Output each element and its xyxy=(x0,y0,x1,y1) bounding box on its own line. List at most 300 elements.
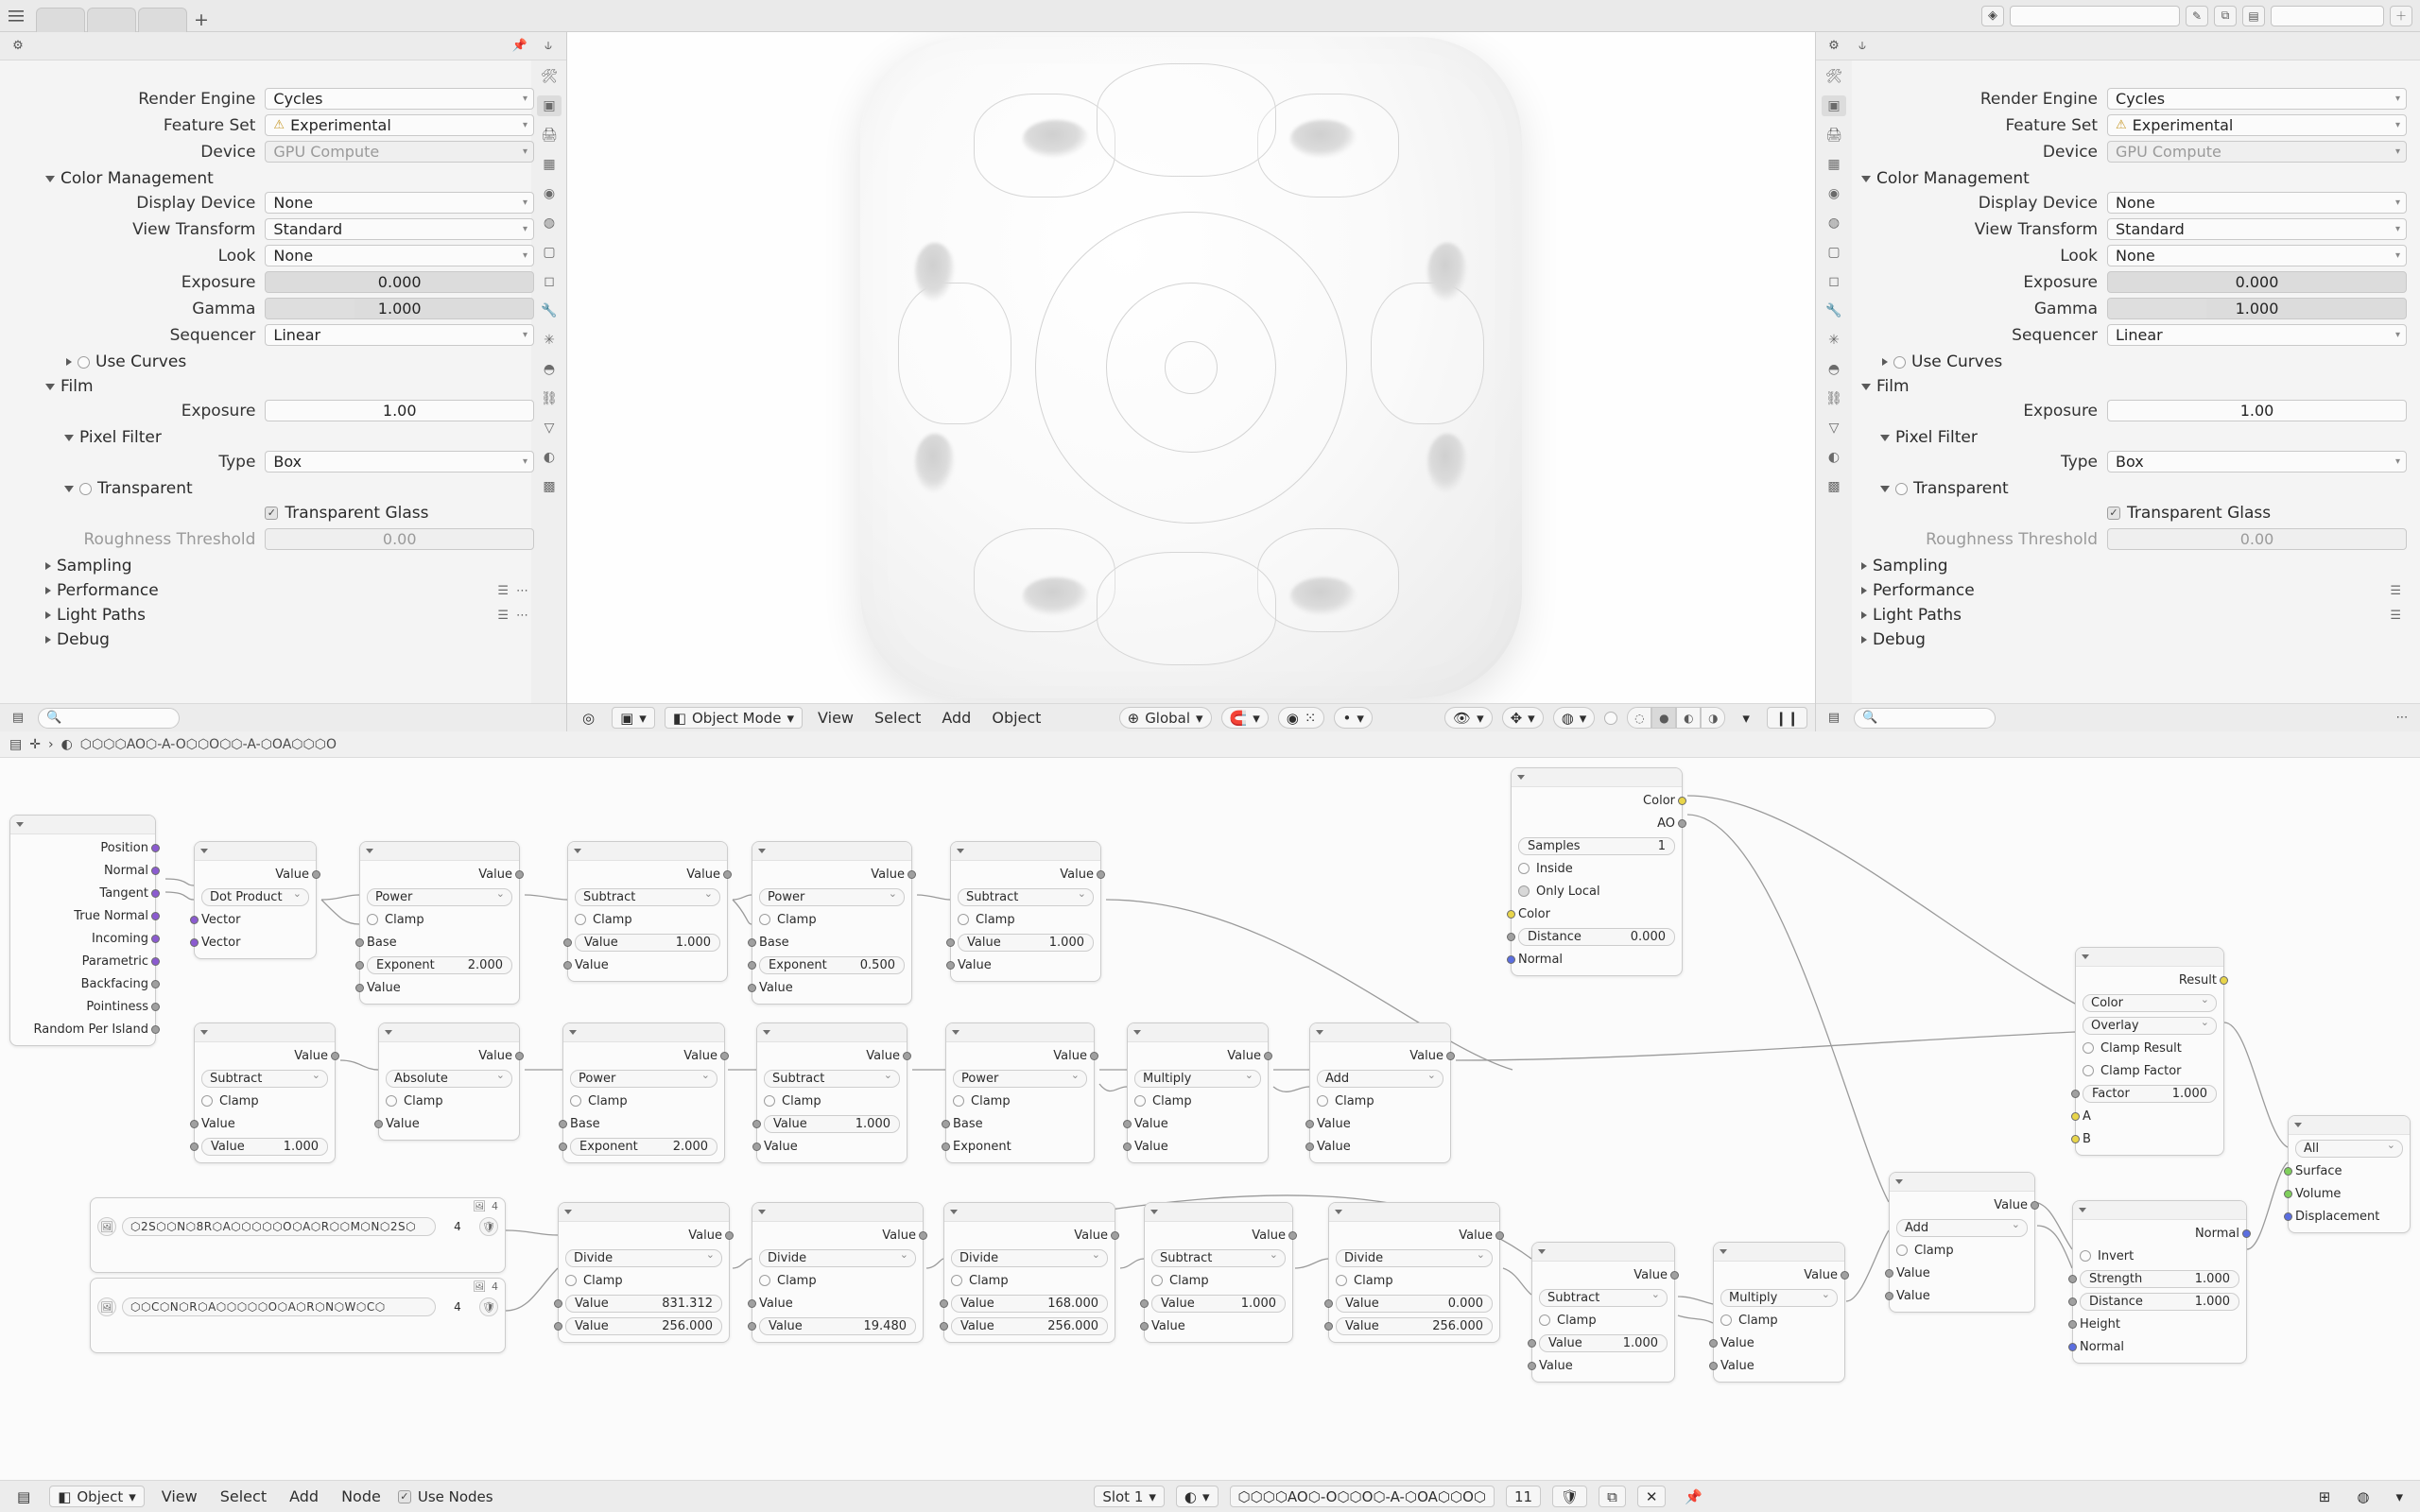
node-header[interactable] xyxy=(1329,1203,1499,1222)
operation-menu[interactable] xyxy=(1151,1248,1286,1267)
input-value-1[interactable] xyxy=(1720,1333,1838,1352)
value-field[interactable] xyxy=(201,1137,328,1156)
output-socket[interactable] xyxy=(151,1025,160,1034)
output-value-row[interactable] xyxy=(201,865,309,884)
search-input[interactable] xyxy=(1854,708,1996,729)
node-math-multiply-1[interactable] xyxy=(1127,1022,1269,1163)
editor-type-icon[interactable]: ▤ xyxy=(1827,711,1841,725)
editor-type-icon[interactable]: ▤ xyxy=(11,711,25,725)
tab-render-icon[interactable]: ▣ xyxy=(537,95,562,116)
input-value[interactable] xyxy=(759,978,905,997)
input-socket[interactable] xyxy=(563,938,572,947)
clamp-check[interactable] xyxy=(1720,1311,1838,1330)
input-value-1[interactable] xyxy=(1317,1114,1443,1133)
output-socket[interactable] xyxy=(1111,1231,1119,1240)
proportional-edit-toggle[interactable] xyxy=(1278,707,1325,729)
output-socket[interactable] xyxy=(515,870,524,879)
strength-field[interactable] xyxy=(2080,1269,2239,1288)
node-header[interactable] xyxy=(2076,948,2223,967)
operation-menu[interactable] xyxy=(958,887,1094,906)
output-value-row[interactable] xyxy=(1317,1046,1443,1065)
exposure-slider[interactable] xyxy=(265,271,534,293)
render-engine-field[interactable] xyxy=(265,88,534,110)
tab-material-icon[interactable]: ◐ xyxy=(543,450,556,465)
output-socket[interactable] xyxy=(2242,1229,2251,1238)
output-socket[interactable] xyxy=(1678,819,1686,828)
input-socket[interactable] xyxy=(190,916,199,924)
input-socket[interactable] xyxy=(748,984,756,992)
gizmo-toggle[interactable] xyxy=(1502,707,1544,729)
input-socket[interactable] xyxy=(942,1120,950,1128)
node-math-divide-1[interactable] xyxy=(558,1202,730,1343)
output-socket[interactable] xyxy=(151,935,160,943)
operation-menu[interactable] xyxy=(1539,1288,1668,1307)
input-height[interactable] xyxy=(2080,1314,2239,1333)
clamp-check[interactable] xyxy=(958,910,1094,929)
gamma-slider[interactable] xyxy=(2107,298,2407,319)
shading-wireframe-icon[interactable]: ◌ xyxy=(1627,707,1651,729)
input-socket[interactable] xyxy=(554,1322,562,1331)
operation-menu[interactable] xyxy=(201,1069,328,1088)
debug-section[interactable] xyxy=(1852,627,2407,652)
filter-icon[interactable]: ⫝ xyxy=(544,39,552,53)
overlays-toggle[interactable] xyxy=(1553,707,1596,729)
output-socket[interactable] xyxy=(725,1231,734,1240)
pause-render-button[interactable]: ❙❙ xyxy=(1767,707,1807,729)
exponent-field[interactable] xyxy=(570,1137,717,1156)
input-socket[interactable] xyxy=(748,938,756,947)
pixel-filter-type-field[interactable] xyxy=(2107,451,2407,472)
editor-type-icon[interactable]: ⚙ xyxy=(12,39,24,53)
node-math-power-1[interactable] xyxy=(359,841,520,1005)
value-field-1[interactable] xyxy=(951,1294,1108,1313)
performance-section[interactable] xyxy=(36,578,534,603)
input-socket[interactable] xyxy=(1709,1339,1718,1348)
output-value-row[interactable] xyxy=(201,1046,328,1065)
output-result[interactable] xyxy=(2083,971,2217,989)
output-value-row[interactable] xyxy=(1896,1195,2028,1214)
node-header[interactable] xyxy=(946,1023,1094,1042)
image-name-field[interactable]: ⬡2S⬡⬡N⬡8R⬡A⬡⬡⬡⬡⬡O⬡A⬡R⬡⬡M⬡N⬡2S⬡ xyxy=(122,1217,436,1236)
menu-select[interactable]: Select xyxy=(874,709,922,727)
input-socket[interactable] xyxy=(554,1299,562,1308)
input-socket[interactable] xyxy=(1885,1292,1893,1300)
input-socket[interactable] xyxy=(1305,1120,1314,1128)
browse-image-icon[interactable]: 🖼 xyxy=(97,1297,116,1316)
snap-icon[interactable]: ⊞ xyxy=(2318,1487,2331,1505)
tab-world-icon[interactable]: ◍ xyxy=(543,215,556,231)
node-header[interactable] xyxy=(944,1203,1115,1222)
value-field[interactable] xyxy=(1151,1294,1286,1313)
input-socket[interactable] xyxy=(2284,1190,2292,1198)
output-normal[interactable] xyxy=(2080,1224,2239,1243)
node-ambient-occlusion[interactable] xyxy=(1511,767,1683,976)
output-socket[interactable] xyxy=(1446,1052,1455,1060)
output-value-row[interactable] xyxy=(759,1226,916,1245)
input-socket[interactable] xyxy=(2068,1320,2077,1329)
exponent-field[interactable] xyxy=(759,955,905,974)
tab-physics-icon[interactable]: ◓ xyxy=(543,362,556,377)
input-color[interactable] xyxy=(1518,904,1675,923)
viewport-canvas[interactable] xyxy=(567,32,1815,731)
tab-object-icon[interactable]: ◻ xyxy=(1828,274,1840,289)
use-curves-checkbox[interactable] xyxy=(1893,356,1906,369)
tab-collection-icon[interactable]: ▢ xyxy=(1827,245,1841,260)
node-math-add-1[interactable] xyxy=(1309,1022,1451,1163)
view-transform-field[interactable] xyxy=(265,218,534,240)
snap-toggle[interactable] xyxy=(1221,707,1269,729)
tab-data-icon[interactable]: ▽ xyxy=(1828,421,1840,436)
input-value[interactable] xyxy=(764,1137,900,1156)
node-header[interactable] xyxy=(379,1023,519,1042)
tab-tool-icon[interactable]: 🛠 xyxy=(541,69,558,84)
input-socket[interactable] xyxy=(190,938,199,947)
node-vector-math-dot-product[interactable] xyxy=(194,841,317,959)
film-section[interactable] xyxy=(36,374,534,399)
output-socket[interactable] xyxy=(2220,976,2228,985)
target-menu[interactable] xyxy=(2295,1139,2403,1158)
output-value-row[interactable] xyxy=(1720,1265,1838,1284)
input-socket[interactable] xyxy=(1507,933,1515,941)
output-socket[interactable] xyxy=(151,1003,160,1011)
node-material-output[interactable] xyxy=(2288,1115,2411,1233)
3d-viewport[interactable] xyxy=(567,32,1815,731)
output-socket[interactable] xyxy=(312,870,320,879)
transparent-section[interactable] xyxy=(36,476,534,501)
editor-type-icon[interactable]: ⚙ xyxy=(1828,39,1840,53)
unlink-material-icon[interactable]: ✕ xyxy=(1637,1486,1667,1507)
clamp-check[interactable] xyxy=(951,1271,1108,1290)
socket-random-per-island[interactable] xyxy=(17,1020,148,1039)
input-socket[interactable] xyxy=(752,1143,761,1151)
output-socket[interactable] xyxy=(1495,1231,1504,1240)
gizmo-icon[interactable]: ◎ xyxy=(582,709,596,727)
socket-tangent[interactable] xyxy=(17,884,148,902)
clamp-check[interactable] xyxy=(386,1091,512,1110)
input-value[interactable] xyxy=(367,978,512,997)
input-socket[interactable] xyxy=(2068,1297,2077,1306)
film-section[interactable] xyxy=(1852,374,2407,399)
sequencer-field[interactable] xyxy=(265,324,534,346)
output-socket[interactable] xyxy=(723,870,732,879)
light-paths-section[interactable] xyxy=(36,603,534,627)
operation-menu[interactable] xyxy=(1336,1248,1493,1267)
tab-output-icon[interactable]: 🖨 xyxy=(541,128,558,143)
exposure-slider[interactable] xyxy=(2107,271,2407,293)
fake-user-icon[interactable]: 🛡 xyxy=(1552,1486,1587,1507)
node-geometry[interactable] xyxy=(9,815,156,1046)
operation-menu[interactable] xyxy=(201,887,309,906)
node-image-texture-1[interactable] xyxy=(90,1197,506,1273)
film-exposure-field[interactable] xyxy=(265,400,534,421)
image-users-count[interactable]: 4 xyxy=(454,1300,461,1314)
input-value[interactable] xyxy=(575,955,720,974)
input-value-2[interactable] xyxy=(1134,1137,1261,1156)
node-header[interactable] xyxy=(2289,1116,2410,1135)
use-curves-section[interactable] xyxy=(1852,350,2407,374)
input-socket[interactable] xyxy=(748,1299,756,1308)
value-field[interactable] xyxy=(1539,1333,1668,1352)
operation-menu[interactable] xyxy=(953,1069,1087,1088)
socket-pointiness[interactable] xyxy=(17,997,148,1016)
output-value-row[interactable] xyxy=(367,865,512,884)
tab-physics-icon[interactable]: ◓ xyxy=(1827,362,1841,377)
transparent-glass-check[interactable] xyxy=(265,504,428,523)
menu-add[interactable]: Add xyxy=(289,1487,320,1505)
pixel-filter-section[interactable] xyxy=(36,425,534,450)
output-socket[interactable] xyxy=(1090,1052,1098,1060)
input-socket[interactable] xyxy=(2068,1343,2077,1351)
output-socket[interactable] xyxy=(908,870,916,879)
invert-check[interactable] xyxy=(2080,1246,2239,1265)
input-value-2[interactable] xyxy=(1720,1356,1838,1375)
output-socket[interactable] xyxy=(151,957,160,966)
input-socket[interactable] xyxy=(2068,1275,2077,1283)
input-value[interactable] xyxy=(1539,1356,1668,1375)
list-icon[interactable]: ☰ xyxy=(2390,583,2401,598)
input-a[interactable] xyxy=(2083,1107,2217,1125)
tab-scene-icon[interactable]: ◉ xyxy=(543,186,556,201)
pixel-filter-section[interactable] xyxy=(1852,425,2407,450)
input-vector-2[interactable] xyxy=(201,933,309,952)
node-mix-color[interactable] xyxy=(2075,947,2224,1156)
input-socket[interactable] xyxy=(559,1120,567,1128)
clamp-check[interactable] xyxy=(201,1091,328,1110)
node-header[interactable] xyxy=(563,1023,724,1042)
falloff-selector[interactable] xyxy=(1334,707,1372,729)
input-socket[interactable] xyxy=(190,1143,199,1151)
filter-icon[interactable]: ⫝ xyxy=(1858,39,1866,53)
input-socket[interactable] xyxy=(355,938,364,947)
factor-field[interactable] xyxy=(2083,1084,2217,1103)
output-ao[interactable] xyxy=(1518,814,1675,833)
clamp-check[interactable] xyxy=(764,1091,900,1110)
mode-selector[interactable] xyxy=(665,707,803,729)
output-socket[interactable] xyxy=(151,889,160,898)
tab-object-icon[interactable]: ◻ xyxy=(544,274,555,289)
node-math-multiply-2[interactable] xyxy=(1713,1242,1845,1383)
input-socket[interactable] xyxy=(1140,1322,1149,1331)
add-view-layer-icon[interactable]: ＋ xyxy=(2390,6,2412,26)
transparent-glass-check[interactable] xyxy=(2107,504,2271,523)
color-management-section[interactable] xyxy=(36,166,534,191)
new-scene-icon[interactable]: ✎ xyxy=(2186,6,2208,26)
operation-menu[interactable] xyxy=(951,1248,1108,1267)
blend-mode-menu[interactable] xyxy=(2083,1016,2217,1035)
copy-material-icon[interactable]: ⧉ xyxy=(1599,1486,1626,1507)
output-socket[interactable] xyxy=(515,1052,524,1060)
input-value[interactable] xyxy=(1151,1316,1286,1335)
output-socket[interactable] xyxy=(1678,797,1686,805)
image-users-count[interactable]: 4 xyxy=(454,1220,461,1233)
tab-scene-icon[interactable]: ◉ xyxy=(1827,186,1841,201)
operation-menu[interactable] xyxy=(367,887,512,906)
performance-section[interactable] xyxy=(1852,578,2407,603)
node-math-divide-4[interactable] xyxy=(1328,1202,1500,1343)
look-field[interactable] xyxy=(2107,245,2407,266)
output-value-row[interactable] xyxy=(386,1046,512,1065)
operation-menu[interactable] xyxy=(565,1248,722,1267)
value-field[interactable] xyxy=(575,933,720,952)
browse-image-icon[interactable]: 🖼 xyxy=(97,1217,116,1236)
clamp-check[interactable] xyxy=(953,1091,1087,1110)
input-socket[interactable] xyxy=(2284,1212,2292,1221)
node-header[interactable] xyxy=(10,816,155,834)
input-socket[interactable] xyxy=(1324,1322,1333,1331)
input-socket[interactable] xyxy=(1507,910,1515,919)
node-math-power-4[interactable] xyxy=(945,1022,1095,1163)
tab-material-icon[interactable]: ◐ xyxy=(1827,450,1841,465)
node-header[interactable] xyxy=(1532,1243,1674,1262)
fake-user-icon[interactable]: 🛡 xyxy=(479,1217,498,1236)
distance-field[interactable] xyxy=(2080,1292,2239,1311)
light-paths-section[interactable] xyxy=(1852,603,2407,627)
input-socket[interactable] xyxy=(1885,1269,1893,1278)
node-math-subtract-3[interactable] xyxy=(194,1022,336,1163)
menu-node[interactable]: Node xyxy=(341,1487,381,1505)
list-icon[interactable]: ☰ xyxy=(2390,608,2401,623)
film-exposure-field[interactable] xyxy=(2107,400,2407,421)
output-value-row[interactable] xyxy=(1539,1265,1668,1284)
clamp-check[interactable] xyxy=(1134,1091,1261,1110)
view-layer-icon[interactable]: ▤ xyxy=(2242,6,2265,26)
input-value-2[interactable] xyxy=(1317,1137,1443,1156)
input-socket[interactable] xyxy=(1305,1143,1314,1151)
operation-menu[interactable] xyxy=(575,887,720,906)
output-socket[interactable] xyxy=(1288,1231,1297,1240)
input-socket[interactable] xyxy=(190,1120,199,1128)
socket-position[interactable] xyxy=(17,838,148,857)
input-socket[interactable] xyxy=(563,961,572,970)
use-curves-section[interactable] xyxy=(36,350,534,374)
input-socket[interactable] xyxy=(1123,1120,1132,1128)
output-value-row[interactable] xyxy=(575,865,720,884)
node-math-divide-2[interactable] xyxy=(752,1202,924,1343)
add-workspace-button[interactable]: + xyxy=(194,9,209,30)
node-header[interactable] xyxy=(752,1203,923,1222)
input-base[interactable] xyxy=(367,933,512,952)
input-normal[interactable] xyxy=(1518,950,1675,969)
transform-orientation-selector[interactable] xyxy=(1119,707,1212,729)
input-base[interactable] xyxy=(953,1114,1087,1133)
menu-object[interactable]: Object xyxy=(992,709,1042,727)
socket-parametric[interactable] xyxy=(17,952,148,971)
use-nodes-check[interactable] xyxy=(398,1488,493,1505)
node-header[interactable] xyxy=(951,842,1100,861)
visibility-toggle[interactable] xyxy=(1444,707,1493,729)
shader-type-selector[interactable] xyxy=(49,1486,145,1507)
clamp-check[interactable] xyxy=(570,1091,717,1110)
material-name-field[interactable] xyxy=(1230,1486,1495,1507)
node-header[interactable] xyxy=(1128,1023,1268,1042)
menu-select[interactable]: Select xyxy=(219,1487,268,1505)
clamp-check[interactable] xyxy=(1336,1271,1493,1290)
output-value-row[interactable] xyxy=(565,1226,722,1245)
input-value[interactable] xyxy=(958,955,1094,974)
node-header[interactable] xyxy=(195,1023,335,1042)
input-value[interactable] xyxy=(759,1294,916,1313)
operation-menu[interactable] xyxy=(1317,1069,1443,1088)
output-color[interactable] xyxy=(1518,791,1675,810)
input-exponent[interactable] xyxy=(953,1137,1087,1156)
value-field[interactable] xyxy=(764,1114,900,1133)
menu-view[interactable]: View xyxy=(818,709,854,727)
list-icon[interactable]: ☰ xyxy=(497,583,509,598)
node-editor-icon[interactable]: ▤ xyxy=(17,1487,31,1505)
tab-output-icon[interactable]: 🖨 xyxy=(1825,128,1842,143)
search-input[interactable] xyxy=(38,708,180,729)
image-name-field[interactable]: ⬡⬡C⬡N⬡R⬡A⬡⬡⬡⬡⬡O⬡A⬡R⬡N⬡W⬡C⬡ xyxy=(122,1297,436,1316)
input-socket[interactable] xyxy=(2071,1135,2080,1143)
value-field-1[interactable] xyxy=(565,1294,722,1313)
debug-section[interactable] xyxy=(36,627,534,652)
roughness-threshold-field[interactable] xyxy=(265,528,534,550)
tab-data-icon[interactable]: ▽ xyxy=(544,421,555,436)
input-socket[interactable] xyxy=(374,1120,383,1128)
tab-modifier-icon[interactable]: 🔧 xyxy=(541,303,558,318)
input-socket[interactable] xyxy=(752,1120,761,1128)
clamp-factor-check[interactable] xyxy=(2083,1061,2217,1080)
input-value-1[interactable] xyxy=(1896,1263,2028,1282)
node-header[interactable] xyxy=(1714,1243,1844,1262)
operation-menu[interactable] xyxy=(386,1069,512,1088)
input-socket[interactable] xyxy=(2071,1090,2080,1098)
value-field-1[interactable] xyxy=(1336,1294,1493,1313)
distance-field[interactable] xyxy=(1518,927,1675,946)
input-b[interactable] xyxy=(2083,1129,2217,1148)
inside-check[interactable] xyxy=(1518,859,1675,878)
clamp-check[interactable] xyxy=(575,910,720,929)
node-header[interactable] xyxy=(2073,1201,2246,1220)
material-users-count[interactable]: 11 xyxy=(1506,1486,1541,1507)
pin-icon[interactable]: 📌 xyxy=(1685,1487,1703,1505)
tab-particles-icon[interactable]: ✳ xyxy=(544,333,555,348)
output-socket[interactable] xyxy=(331,1052,339,1060)
look-field[interactable] xyxy=(265,245,534,266)
node-header[interactable] xyxy=(1890,1173,2034,1192)
output-socket[interactable] xyxy=(1670,1271,1679,1280)
sequencer-field[interactable] xyxy=(2107,324,2407,346)
dots-icon[interactable]: ⋯ xyxy=(516,583,528,598)
view-transform-field[interactable] xyxy=(2107,218,2407,240)
operation-menu[interactable] xyxy=(570,1069,717,1088)
operation-menu[interactable] xyxy=(759,887,905,906)
list-icon[interactable]: ☰ xyxy=(497,608,509,623)
menu-view[interactable]: View xyxy=(161,1487,198,1505)
node-header[interactable] xyxy=(1310,1023,1450,1042)
render-engine-field[interactable] xyxy=(2107,88,2407,110)
output-socket[interactable] xyxy=(1097,870,1105,879)
socket-incoming[interactable] xyxy=(17,929,148,948)
tab-world-icon[interactable]: ◍ xyxy=(1827,215,1841,231)
input-socket[interactable] xyxy=(748,1322,756,1331)
tab-texture-icon[interactable]: ▩ xyxy=(1827,479,1841,494)
operation-menu[interactable] xyxy=(1720,1288,1838,1307)
input-socket[interactable] xyxy=(1123,1143,1132,1151)
input-socket[interactable] xyxy=(748,961,756,970)
node-header[interactable] xyxy=(360,842,519,861)
output-value-row[interactable] xyxy=(1151,1226,1286,1245)
output-value-row[interactable] xyxy=(764,1046,900,1065)
view-layer-name-field[interactable] xyxy=(2271,6,2384,26)
editor-type-selector[interactable] xyxy=(612,707,655,729)
tab-tool-icon[interactable]: 🛠 xyxy=(1825,69,1842,84)
workspace-tab-1[interactable] xyxy=(36,8,85,32)
material-browse-button[interactable] xyxy=(1176,1486,1219,1507)
input-socket[interactable] xyxy=(946,938,955,947)
node-header[interactable] xyxy=(568,842,727,861)
transparent-checkbox[interactable] xyxy=(1895,483,1908,495)
